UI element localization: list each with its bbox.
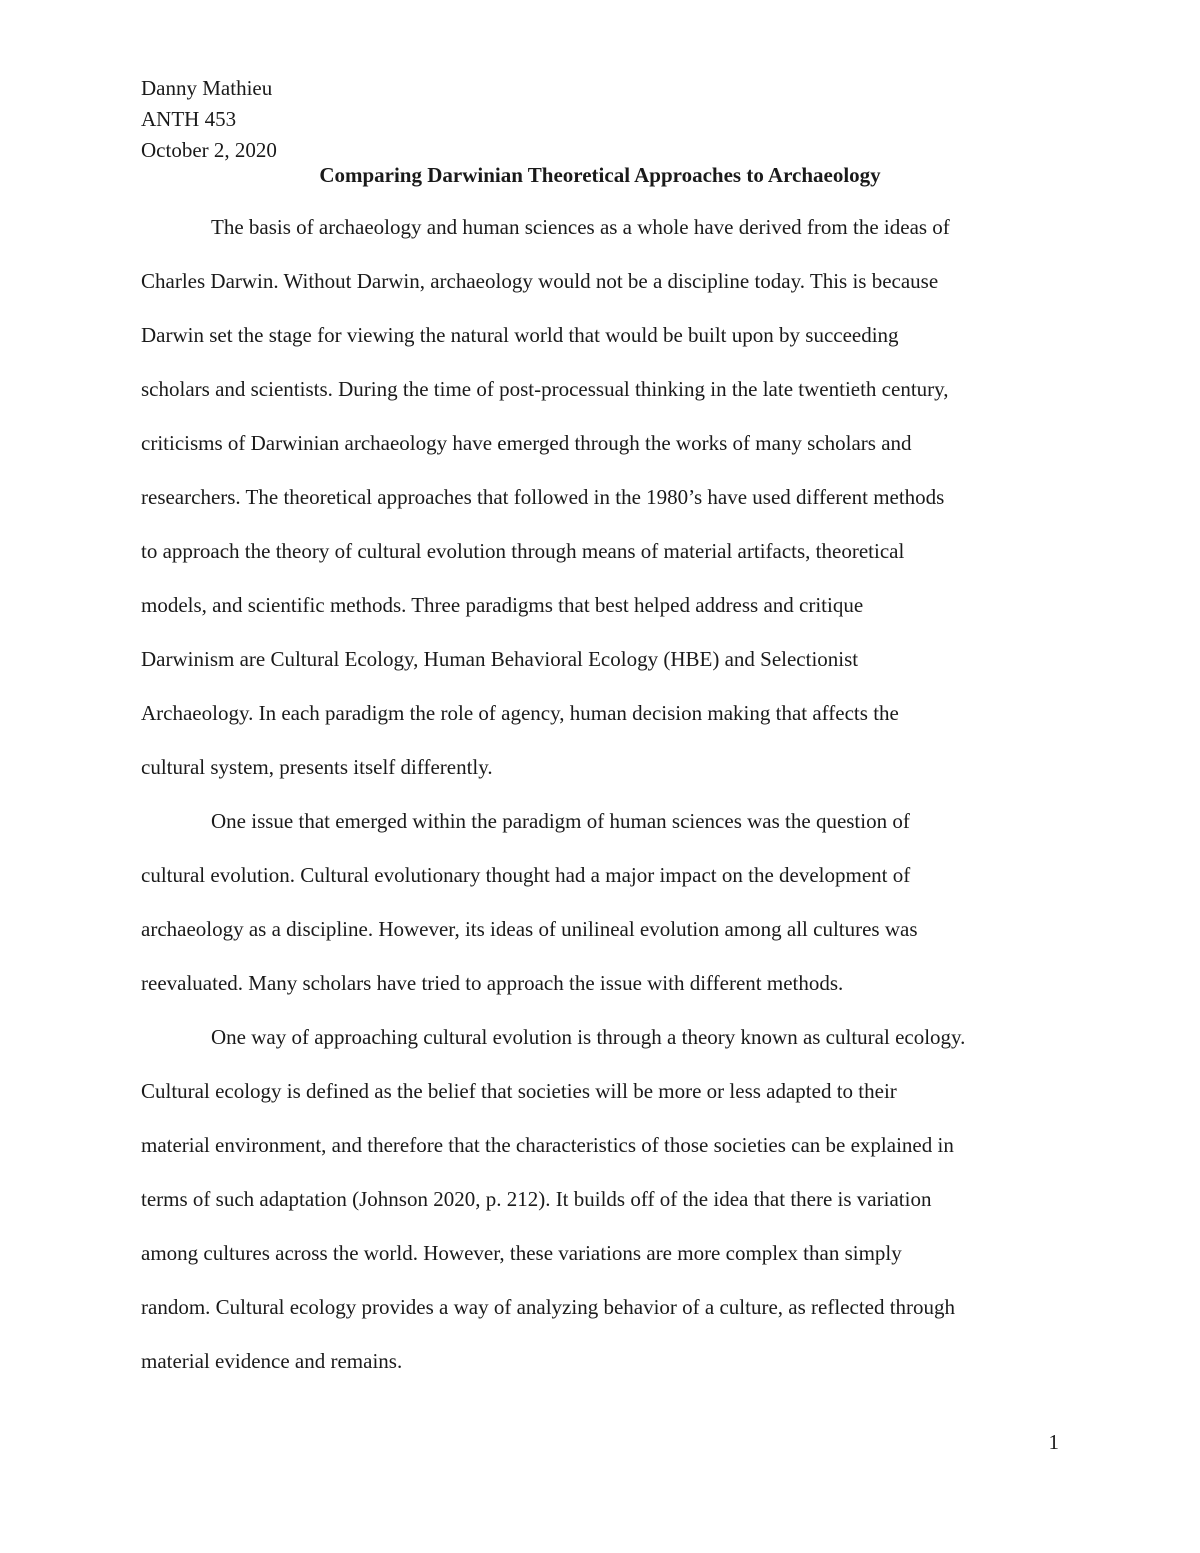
paragraph-line: Charles Darwin. Without Darwin, archaeology would not be a discipline today. This is because	[141, 269, 939, 293]
paragraph-line: archaeology as a discipline. However, its ideas of unilineal evolution among all cultures was	[141, 917, 918, 941]
paragraph-line: criticisms of Darwinian archaeology have emerged through the works of many scholars and	[141, 431, 912, 455]
page-number: 1	[1048, 1430, 1059, 1454]
paragraph-line: among cultures across the world. However, these variations are more complex than simply	[141, 1241, 902, 1265]
paragraph-line: random. Cultural ecology provides a way of analyzing behavior of a culture, as reflected through	[141, 1295, 956, 1319]
course-code: ANTH 453	[141, 107, 237, 131]
paragraph-line: The basis of archaeology and human sciences as a whole have derived from the ideas of	[211, 215, 950, 239]
paragraph-line: to approach the theory of cultural evolution through means of material artifacts, theoretical	[141, 539, 905, 563]
paragraph-2	[141, 794, 1059, 1010]
author-name: Danny Mathieu	[141, 76, 273, 100]
paragraph-line: Archaeology. In each paradigm the role of agency, human decision making that affects the	[141, 701, 899, 725]
paragraph-line: scholars and scientists. During the time of post-processual thinking in the late twentieth century,	[141, 377, 949, 401]
paragraph-line: One way of approaching cultural evolution is through a theory known as cultural ecology.	[211, 1025, 966, 1049]
paragraph-line: researchers. The theoretical approaches that followed in the 1980’s have used different methods	[141, 485, 945, 509]
paragraph-line: Darwin set the stage for viewing the natural world that would be built upon by succeeding	[141, 323, 899, 347]
document-date: October 2, 2020	[141, 138, 277, 162]
paragraph-line: cultural system, presents itself differently.	[141, 755, 493, 779]
paragraph-line: cultural evolution. Cultural evolutionary thought had a major impact on the development of	[141, 863, 911, 887]
paragraph-line: material environment, and therefore that the characteristics of those societies can be explained in	[141, 1133, 954, 1157]
paragraph-line: Cultural ecology is defined as the belief that societies will be more or less adapted to their	[141, 1079, 897, 1103]
paragraph-3	[141, 1010, 1059, 1388]
paragraph-line: Darwinism are Cultural Ecology, Human Behavioral Ecology (HBE) and Selectionist	[141, 647, 859, 671]
paragraph-line: terms of such adaptation (Johnson 2020, p. 212). It builds off of the idea that there is variation	[141, 1187, 932, 1211]
paragraph-line: One issue that emerged within the paradigm of human sciences was the question of	[211, 809, 910, 833]
document-title: Comparing Darwinian Theoretical Approaches to Archaeology	[319, 163, 881, 187]
paragraph-1	[141, 200, 1059, 794]
paragraph-line: material evidence and remains.	[141, 1349, 403, 1373]
document-body	[141, 200, 1059, 1388]
paragraph-line: models, and scientific methods. Three paradigms that best helped address and critique	[141, 593, 864, 617]
document-header	[141, 73, 277, 166]
paragraph-line: reevaluated. Many scholars have tried to approach the issue with different methods.	[141, 971, 844, 995]
